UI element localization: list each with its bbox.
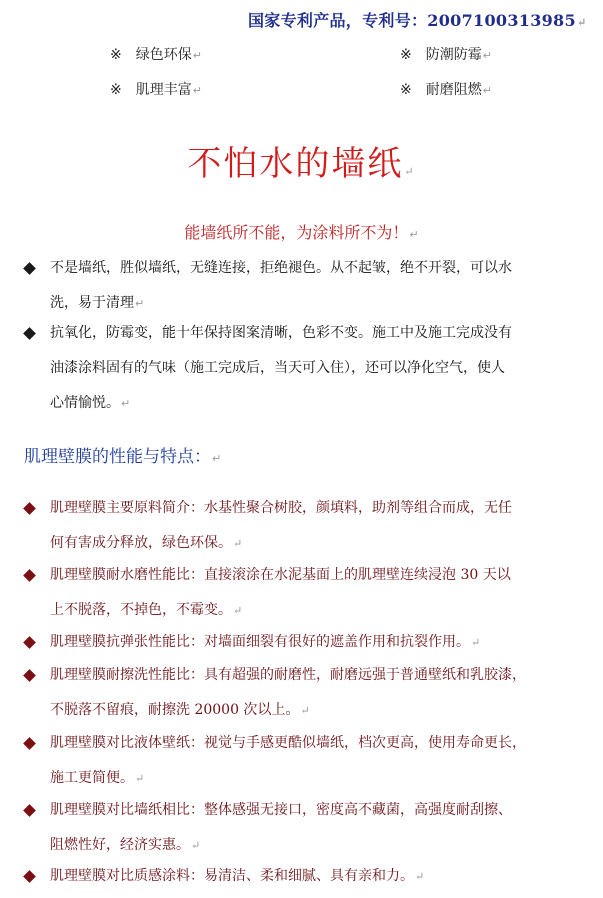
return-mark-icon: ↵: [233, 537, 243, 550]
feature-item: [110, 44, 202, 64]
diamond-bullet-icon: [23, 669, 36, 682]
headline-text: 不怕水的墙纸: [187, 144, 404, 184]
feature-line: 肌理壁膜对比墙纸相比：整体感强无接口，密度高不藏菌，高强度耐刮擦、: [50, 802, 512, 818]
feature-line: 肌理壁膜耐擦洗性能比：具有超强的耐磨性，耐磨远强于普通壁纸和乳胶漆，: [50, 667, 526, 683]
diamond-bullet-icon: [23, 870, 36, 883]
feature-bullet: [50, 491, 512, 561]
return-mark-icon: ↵: [471, 636, 481, 649]
headline: [0, 136, 603, 185]
return-mark-icon: ↵: [135, 772, 145, 785]
intro-line: 油漆涂料固有的气味（施工完成后，当天可入住），还可以净化空气，使人: [50, 360, 505, 376]
feature-bullet: [50, 859, 424, 894]
feature-bullet: [50, 793, 512, 863]
feature-line: 肌理壁膜主要原料简介：水基性聚合树胶，颜填料，助剂等组合而成，无任: [50, 500, 512, 516]
return-mark-icon: ↵: [192, 84, 202, 97]
feature-line: 肌理壁膜对比质感涂料：易清洁、柔和细腻、具有亲和力。↵: [50, 868, 425, 884]
feature-bullet: [50, 658, 526, 728]
return-mark-icon: ↵: [135, 297, 145, 310]
intro-bullet: [50, 316, 512, 421]
feature-line: 肌理壁膜抗弹张性能比：对墙面细裂有很好的遮盖作用和抗裂作用。↵: [50, 634, 481, 650]
feature-line: 施工更简便。↵: [50, 770, 145, 786]
return-mark-icon: ↵: [233, 604, 243, 617]
diamond-bullet-icon: [23, 569, 36, 582]
return-mark-icon: ↵: [404, 165, 416, 178]
feature-label: 耐磨阻燃: [425, 82, 482, 98]
feature-item: [400, 44, 492, 64]
reference-mark-icon: ※: [110, 47, 122, 63]
section-title: [24, 442, 221, 467]
reference-mark-icon: ※: [400, 82, 412, 98]
return-mark-icon: ↵: [415, 870, 425, 883]
reference-mark-icon: ※: [110, 82, 122, 98]
slogan-text: 能墙纸所不能，为涂料所不为！: [184, 223, 409, 242]
intro-line: 不是墙纸，胜似墙纸，无缝连接，拒绝褪色。从不起皱，绝不开裂，可以水: [50, 260, 512, 276]
diamond-bullet-icon: [23, 636, 36, 649]
patent-text: 国家专利产品，专利号：200710031398​5: [248, 11, 576, 30]
feature-line: 何有害成分释放，绿色环保。↵: [50, 535, 243, 551]
intro-bullet: [50, 251, 512, 321]
return-mark-icon: ↵: [192, 49, 202, 62]
feature-label: 绿色环保: [135, 47, 192, 63]
return-mark-icon: ↵: [121, 397, 131, 410]
feature-label: 防潮防霉: [425, 47, 482, 63]
reference-mark-icon: ※: [400, 47, 412, 63]
intro-line: 心情愉悦。↵: [50, 395, 131, 411]
return-mark-icon: ↵: [212, 452, 222, 465]
intro-line: 洗，易于清理↵: [50, 295, 145, 311]
return-mark-icon: ↵: [191, 839, 201, 852]
feature-bullet: [50, 625, 480, 660]
diamond-bullet-icon: [23, 804, 36, 817]
patent-line: [248, 8, 586, 31]
return-mark-icon: ↵: [576, 16, 587, 29]
feature-line: 阻燃性好，经济实惠。↵: [50, 837, 201, 853]
section-title-text: 肌理壁膜的性能与特点：: [24, 447, 211, 467]
return-mark-icon: ↵: [409, 228, 419, 241]
feature-line: 不脱落不留痕，耐擦洗 20000 次以上。↵: [50, 702, 310, 718]
return-mark-icon: ↵: [482, 84, 492, 97]
feature-line: 肌理壁膜耐水磨性能比：直接滚涂在水泥基面上的肌理壁连续浸泡 30 天以: [50, 567, 511, 583]
feature-label: 肌理丰富: [135, 82, 192, 98]
return-mark-icon: ↵: [300, 704, 310, 717]
feature-bullet: [50, 558, 511, 628]
feature-item: [400, 79, 492, 99]
return-mark-icon: ↵: [482, 49, 492, 62]
slogan: [0, 220, 603, 243]
diamond-bullet-icon: [23, 327, 36, 340]
feature-line: 肌理壁膜对比液体壁纸：视觉与手感更酷似墙纸，档次更高，使用寿命更长，: [50, 735, 526, 751]
intro-line: 抗氧化，防霉变，能十年保持图案清晰，色彩不变。施工中及施工完成没有: [50, 325, 512, 341]
diamond-bullet-icon: [23, 502, 36, 515]
diamond-bullet-icon: [23, 737, 36, 750]
feature-line: 上不脱落，不掉色，不霉变。↵: [50, 602, 243, 618]
feature-item: [110, 79, 202, 99]
feature-bullet: [50, 726, 526, 796]
diamond-bullet-icon: [23, 262, 36, 275]
